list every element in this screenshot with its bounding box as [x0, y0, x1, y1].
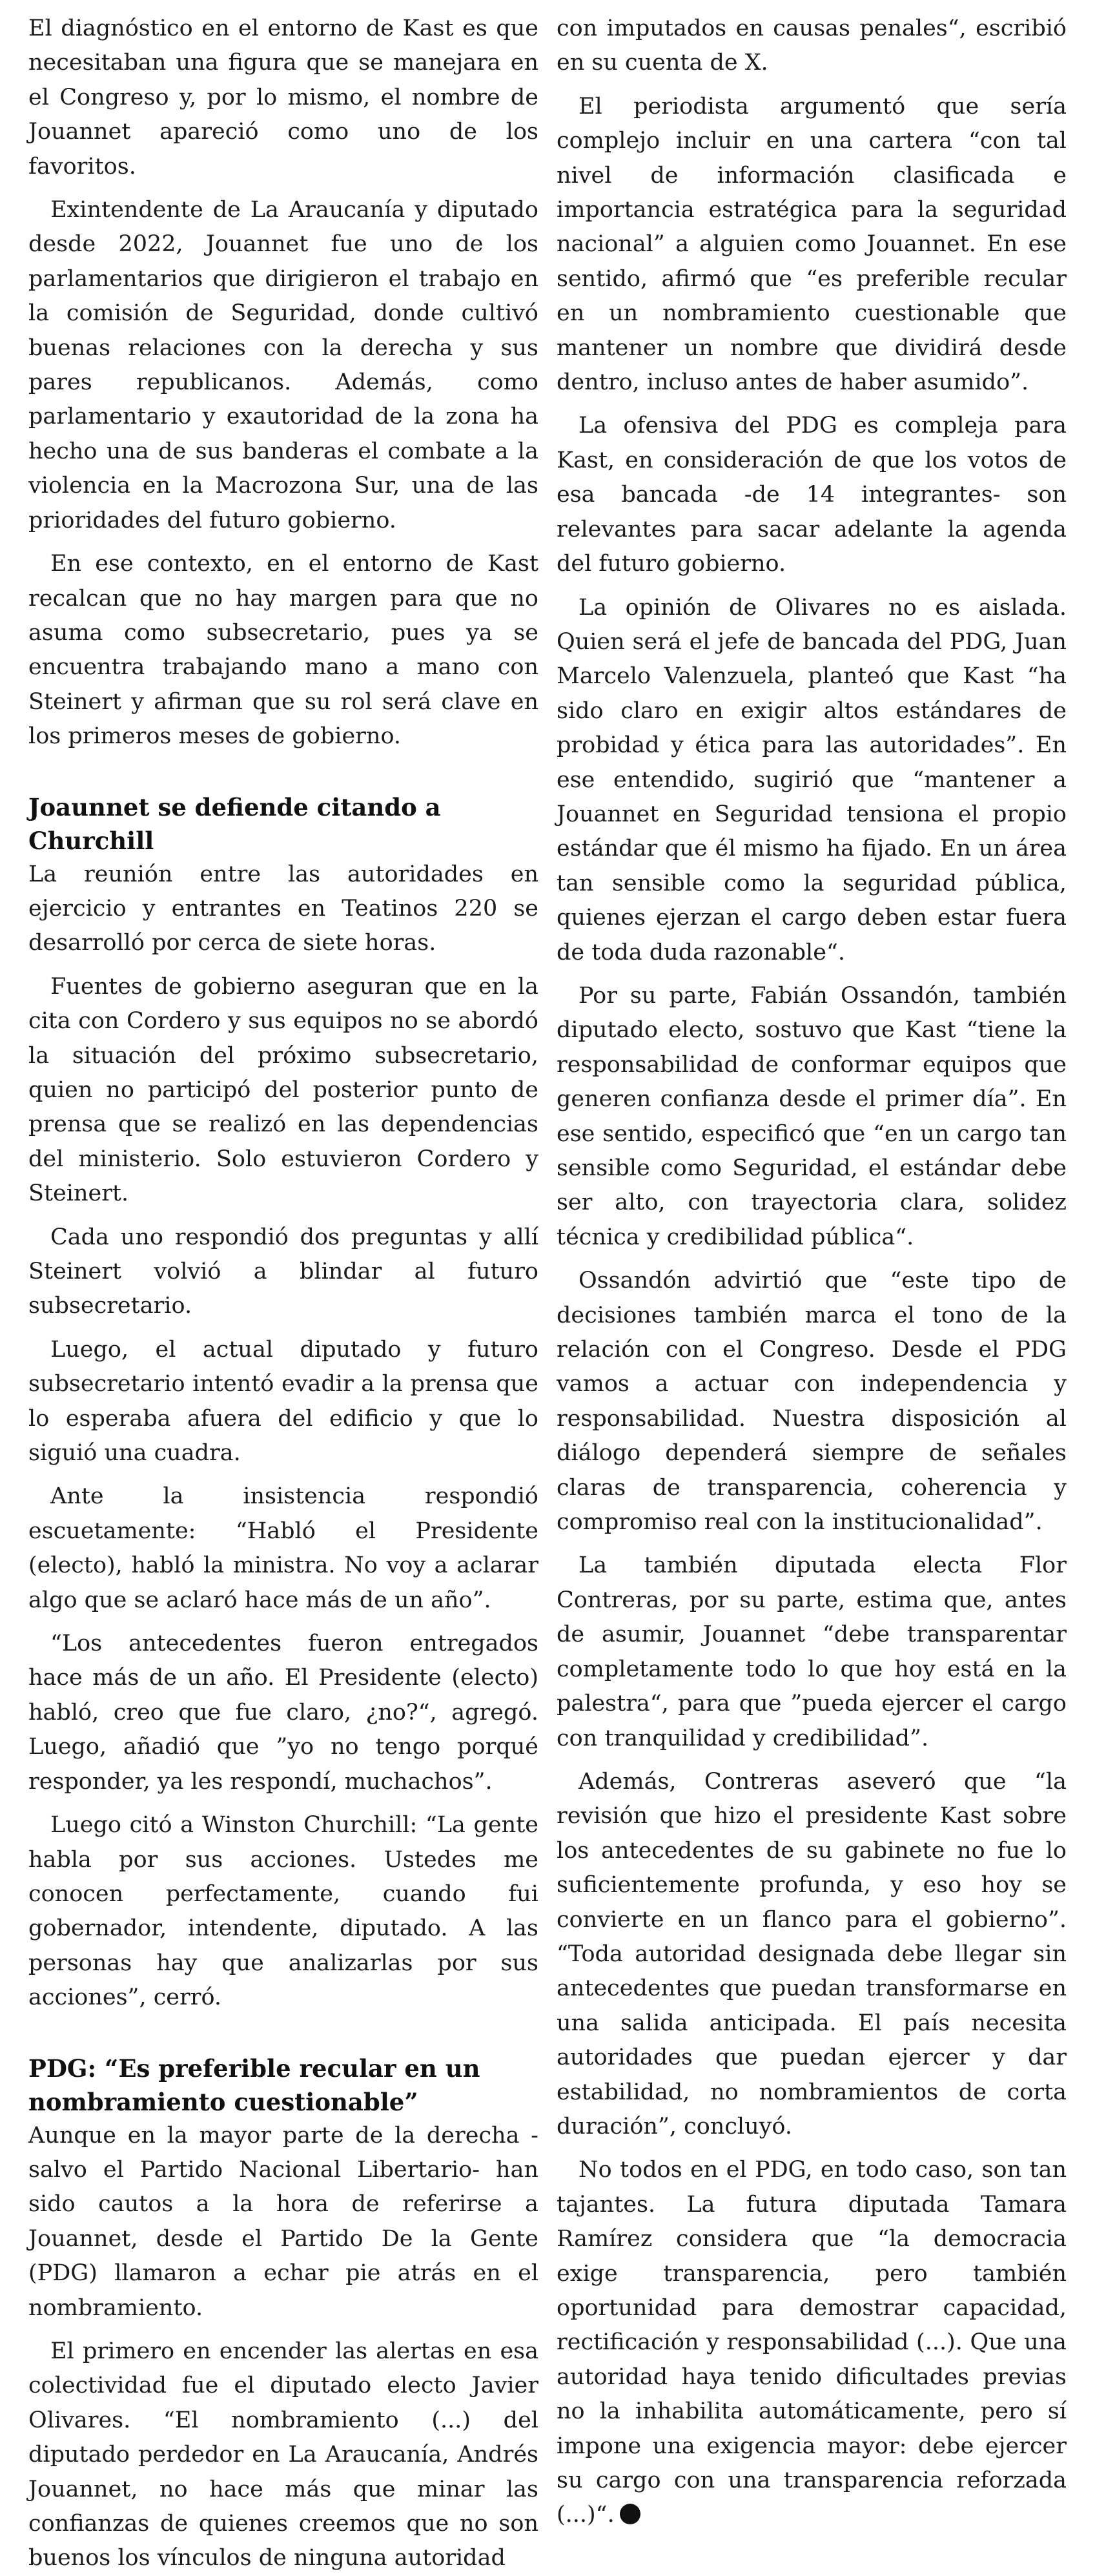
article-paragraph: El diagnóstico en el entorno de Kast es que necesitaban una figura que se manejara en el Congreso y, por lo mismo, el nombre de Jouannet apareció como uno de los favoritos. [28, 15, 538, 180]
end-of-article-mark [620, 2504, 640, 2524]
article-paragraph: Por su parte, Fabián Ossandón, también diputado electo, sostuvo que Kast “tiene la responsabilidad de conformar equipos que generen confianza desde el primer día”. En ese sentido, especificó que “en un cargo tan sensible como Seguridad, el estándar debe ser alto, con trayectoria clara, solidez técnica y credibilidad pública“. [557, 982, 1067, 1250]
article-paragraph: Ossandón advirtió que “este tipo de decisiones también marca el tono de la relación con el Congreso. Desde el PDG vamos a actuar con independencia y responsabilidad. Nuestra disposición al diálogo dependerá siempre de señales claras de transparencia, coherencia y compromiso real con la institucionalidad”. [557, 1268, 1067, 1536]
section-heading: PDG: “Es preferible recular en un nombramiento cuestionable” [28, 2054, 480, 2116]
left-column [28, 12, 538, 2571]
article-paragraph: Además, Contreras aseveró que “la revisión que hizo el presidente Kast sobre los antecedentes de su gabinete no fue lo suficientemente profunda, y eso hoy se convierte en un flanco para el gobierno”. “Toda autoridad designada debe llegar sin antecedentes que puedan transformarse en una salida anticipada. El país necesita autoridades que puedan ejercer y dar estabilidad, no nombramientos de corta duración”, concluyó. [557, 1768, 1067, 2139]
article-final-paragraph [557, 2153, 1067, 2532]
article-paragraph: Cada uno respondió dos preguntas y allí Steinert volvió a blindar al futuro subsecretario. [28, 1224, 538, 1319]
article-paragraph: Fuentes de gobierno aseguran que en la cita con Cordero y sus equipos no se abordó la situación del próximo subsecretario, quien no participó del posterior punto de prensa que se realizó en las dependencias del ministerio. Solo estuvieron Cordero y Steinert. [28, 973, 538, 1207]
article-paragraph: con imputados en causas penales“, escribió en su cuenta de X. [557, 15, 1067, 76]
article-paragraph: La también diputada electa Flor Contreras, por su parte, estima que, antes de asumir, Jouannet “debe transparentar completamente todo lo que hoy está en la palestra“, para que ”pueda ejercer el cargo con tranquilidad y credibilidad”. [557, 1552, 1067, 1751]
right-column [557, 12, 1067, 2539]
article-paragraph: El periodista argumentó que sería complejo incluir en una cartera “con tal nivel de información clasificada e importancia estratégica para la seguridad nacional” a alguien como Jouannet. En ese sentido, afirmó que “es preferible recular en un nombramiento cuestionable que mantener un nombre que dividirá desde dentro, incluso antes de haber asumido”. [557, 93, 1067, 396]
article-paragraph: El primero en encender las alertas en esa colectividad fue el diputado electo Javier Olivares. “El nombramiento (...) del diputado perdedor en La Araucanía, Andrés Jouannet, no hace más que minar las confianzas de quienes creemos que no son buenos los vínculos de ninguna autoridad [28, 2338, 538, 2571]
article-paragraph: La reunión entre las autoridades en ejercicio y entrantes en Teatinos 220 se desarrolló por cerca de siete horas. [28, 861, 538, 956]
article-paragraph: Aunque en la mayor parte de la derecha -salvo el Partido Nacional Libertario- han sido cautos a la hora de referirse a Jouannet, desde el Partido De la Gente (PDG) llamaron a echar pie atrás en el nombramiento. [28, 2122, 538, 2321]
article-paragraph: La opinión de Olivares no es aislada. Quien será el jefe de bancada del PDG, Juan Marcelo Valenzuela, planteó que Kast “ha sido claro en exigir altos estándares de probidad y ética para las autoridades”. En ese entendido, sugirió que “mantener a Jouannet en Seguridad tensiona el propio estándar que él mismo ha fijado. En un área tan sensible como la seguridad pública, quienes ejerzan el cargo deben estar fuera de toda duda razonable“. [557, 594, 1067, 965]
article-paragraph: En ese contexto, en el entorno de Kast recalcan que no hay margen para que no asuma como subsecretario, pues ya se encuentra trabajando mano a mano con Steinert y afirman que su rol será clave en los primeros meses de gobierno. [28, 551, 538, 750]
article-paragraph: Luego citó a Winston Churchill: “La gente habla por sus acciones. Ustedes me conocen perfectamente, cuando fui gobernador, intendente, diputado. A las personas hay que analizarlas por sus acciones”, cerró. [28, 1812, 538, 2011]
final-paragraph-text: No todos en el PDG, en todo caso, son tan tajantes. La futura diputada Tamara Ramírez considera que “la democracia exige transparencia, pero también oportunidad para demostrar capacidad, rectificación y responsabilidad (...). Que una autoridad haya tenido dificultades previas no la inhabilita automáticamente, pero sí impone una exigencia mayor: debe ejercer su cargo con una transparencia reforzada (...)“. [557, 2157, 1067, 2528]
article-paragraph: Luego, el actual diputado y futuro subsecretario intentó evadir a la prensa que lo esperaba afuera del edificio y que lo siguió una cuadra. [28, 1336, 538, 1467]
article-paragraph: Ante la insistencia respondió escuetamente: “Habló el Presidente (electo), habló la ministra. No voy a aclarar algo que se aclaró hace más de un año”. [28, 1483, 538, 1613]
article-paragraph: Exintendente de La Araucanía y diputado desde 2022, Jouannet fue uno de los parlamentarios que dirigieron el trabajo en la comisión de Seguridad, donde cultivó buenas relaciones con la derecha y sus pares republicanos. Además, como parlamentario y exautoridad de la zona ha hecho una de sus banderas el combate a la violencia en la Macrozona Sur, una de las prioridades del futuro gobierno. [28, 197, 538, 533]
article-paragraph: La ofensiva del PDG es compleja para Kast, en consideración de que los votos de esa bancada -de 14 integrantes- son relevantes para sacar adelante la agenda del futuro gobierno. [557, 413, 1067, 577]
article-paragraph: “Los antecedentes fueron entregados hace más de un año. El Presidente (electo) habló, creo que fue claro, ¿no?“, agregó. Luego, añadió que ”yo no tengo porqué responder, ya les respondí, muchachos”. [28, 1631, 538, 1795]
section-heading: Joaunnet se defiende citando a Churchill [28, 792, 441, 855]
